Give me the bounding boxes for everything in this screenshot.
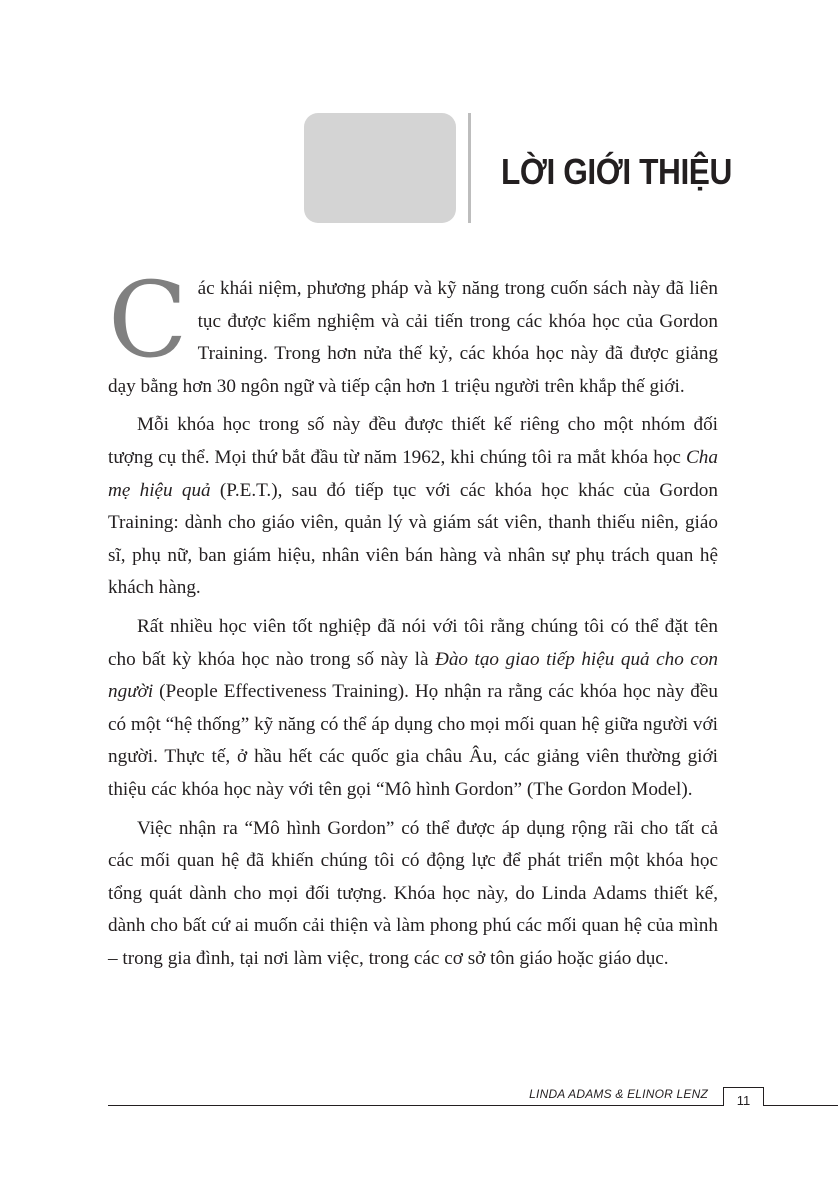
paragraph-3 (108, 611, 718, 807)
footer-author: LINDA ADAMS & ELINOR LENZ (529, 1087, 708, 1101)
paragraph-2 (108, 409, 718, 605)
training-name-italic: Đào tạo giao tiếp hiệu quả cho con người (108, 648, 719, 703)
paragraph-2-text-b: (P.E.T.), sau đó tiếp tục với các khóa học khác của Gordon Training: dành cho giáo viên, quản lý và giám sát viên, thanh thiếu niên, giáo sĩ, phụ nữ, ban giám hiệu, nhân viên bán hàng và nhân sự phụ trách quan hệ khách hàng. (108, 479, 718, 599)
drop-cap: C (108, 259, 188, 381)
chapter-divider (468, 113, 471, 223)
paragraph-4 (108, 813, 718, 976)
paragraph-2-text-a: Mỗi khóa học trong số này đều được thiết kế riêng cho một nhóm đối tượng cụ thể. Mọi thứ bắt đầu từ năm 1962, khi chúng tôi ra mắt khóa học (108, 414, 718, 468)
chapter-title: LỜI GIỚI THIỆU (501, 151, 732, 192)
chapter-number-box (304, 113, 456, 223)
book-title-pet: Cha mẹ hiệu quả (108, 446, 718, 501)
page-number: 11 (723, 1087, 764, 1106)
body-text (108, 259, 719, 981)
paragraph-1-text: ác khái niệm, phương pháp và kỹ năng trong cuốn sách này đã liên tục được kiểm nghiệm và cải tiến trong các khóa học của Gordon Training. Trong hơn nửa thế kỷ, các khóa học này đã được giảng dạy bằng hơn 30 ngôn ngữ và tiếp cận hơn 1 triệu người trên khắp thế giới. (108, 278, 718, 397)
paragraph-1 (108, 259, 718, 403)
paragraph-4-text: Việc nhận ra “Mô hình Gordon” có thể được áp dụng rộng rãi cho tất cả các mối quan hệ đã khiến chúng tôi có động lực để phát triển một khóa học tổng quát dành cho mọi đối tượng. Khóa học này, do Linda Adams thiết kế, dành cho bất cứ ai muốn cải thiện và làm phong phú các mối quan hệ của mình – trong gia đình, tại nơi làm việc, trong các cơ sở tôn giáo hoặc giáo dục. (108, 817, 718, 969)
paragraph-3-text-a: Rất nhiều học viên tốt nghiệp đã nói với tôi rằng chúng tôi có thể đặt tên cho bất kỳ khóa học nào trong số này là (108, 615, 718, 670)
paragraph-3-text-b: (People Effectiveness Training). Họ nhận ra rằng các khóa học này đều có một “hệ thống” kỹ năng có thể áp dụng cho mọi mối quan hệ giữa người với người. Thực tế, ở hầu hết các quốc gia châu Âu, các giảng viên thường giới thiệu các khóa học này với tên gọi “Mô hình Gordon” (The Gordon Model). (108, 681, 718, 800)
